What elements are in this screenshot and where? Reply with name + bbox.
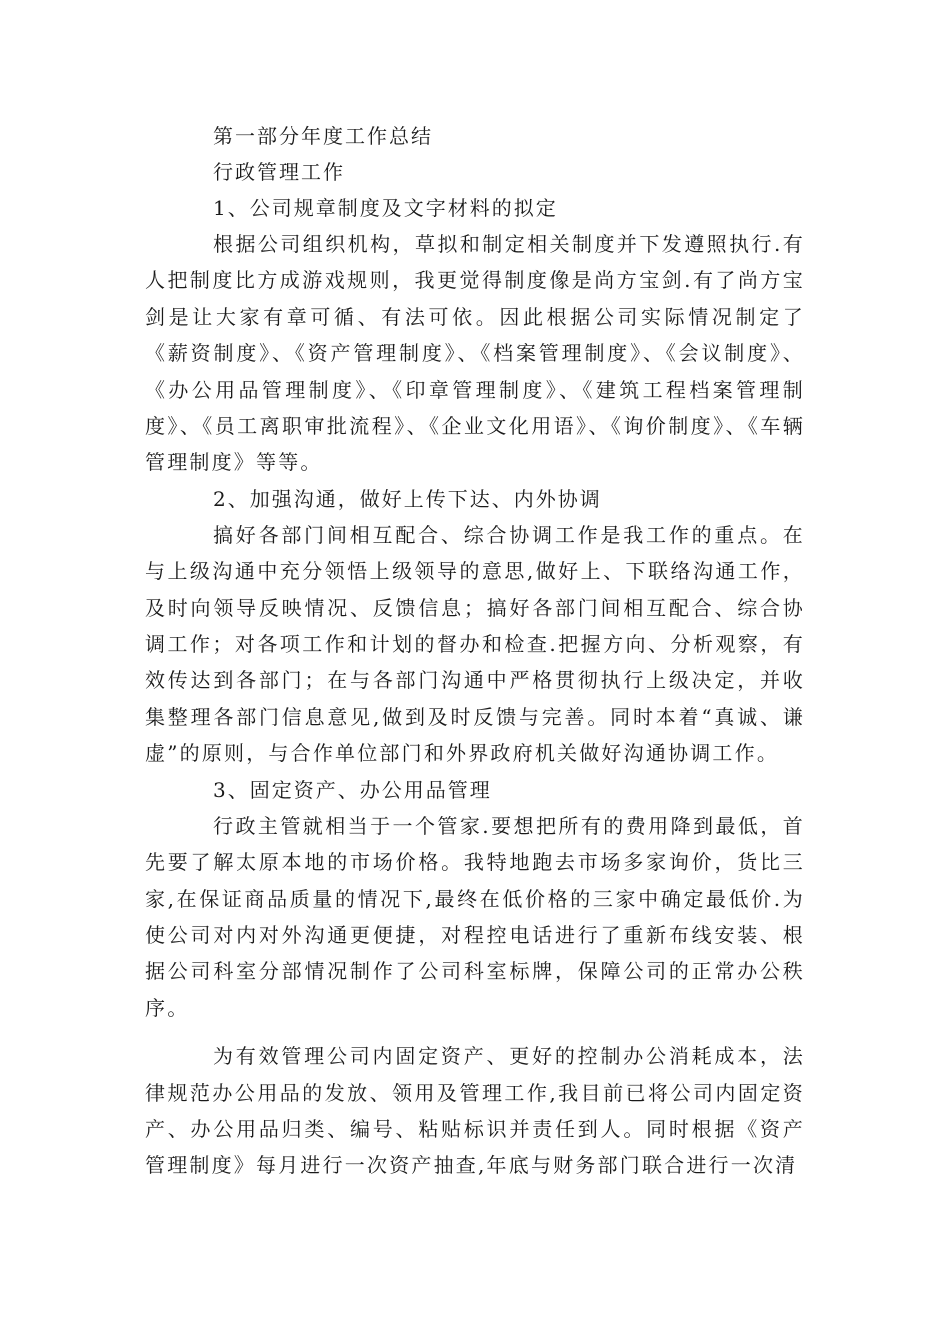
item-heading-1: 1、公司规章制度及文字材料的拟定 bbox=[213, 196, 558, 220]
item-heading-2: 2、加强沟通，做好上传下达、内外协调 bbox=[213, 486, 602, 511]
item-paragraph-2: 搞好各部门间相互配合、综合协调工作是我工作的重点。在与上级沟通中充分领悟上级领导的意思,做好上、下联络沟通工作，及时向领导反映情况、反馈信息；搞好各部门间相互配合、综合协调工作；对各项工作和计划的督办和检查.把握方向、分析观察，有效传达到各部门；在与各部门沟通中严格贯彻执行上级决定，并收集整理各部门信息意见,做到及时反馈与完善。同时本着“真诚、谦虚”的原则，与合作单位部门和外界政府机关做好沟通协调工作。 bbox=[145, 522, 805, 766]
item-paragraph-1: 根据公司组织机构，草拟和制定相关制度并下发遵照执行.有人把制度比方成游戏规则，我更觉得制度像是尚方宝剑.有了尚方宝剑是让大家有章可循、有法可依。因此根据公司实际情况制定了《薪资制度》、《资产管理制度》、《档案管理制度》、《会议制度》、《办公用品管理制度》、《印章管理制度》、《建筑工程档案管理制度》、《员工离职审批流程》、《企业文化用语》、《询价制度》、《车辆管理制度》等等。 bbox=[145, 232, 805, 475]
document-page bbox=[145, 118, 805, 1184]
section-title: 第一部分年度工作总结 bbox=[213, 124, 433, 148]
item-heading-3: 3、固定资产、办公用品管理 bbox=[213, 777, 492, 802]
item-paragraph-3a: 行政主管就相当于一个管家.要想把所有的费用降到最低，首先要了解太原本地的市场价格。我特地跑去市场多家询价，货比三家,在保证商品质量的情况下,最终在低价格的三家中确定最低价.为使公司对内对外沟通更便捷，对程控电话进行了重新布线安装、根据公司科室分部情况制作了公司科室标牌，保障公司的正常办公秩序。 bbox=[145, 813, 805, 1020]
item-paragraph-3b: 为有效管理公司内固定资产、更好的控制办公消耗成本，法律规范办公用品的发放、领用及管理工作,我目前已将公司内固定资产、办公用品归类、编号、粘贴标识并责任到人。同时根据《资产管理制度》每月进行一次资产抽查,年底与财务部门联合进行一次清 bbox=[145, 1044, 805, 1178]
subsection-title: 行政管理工作 bbox=[213, 160, 345, 184]
